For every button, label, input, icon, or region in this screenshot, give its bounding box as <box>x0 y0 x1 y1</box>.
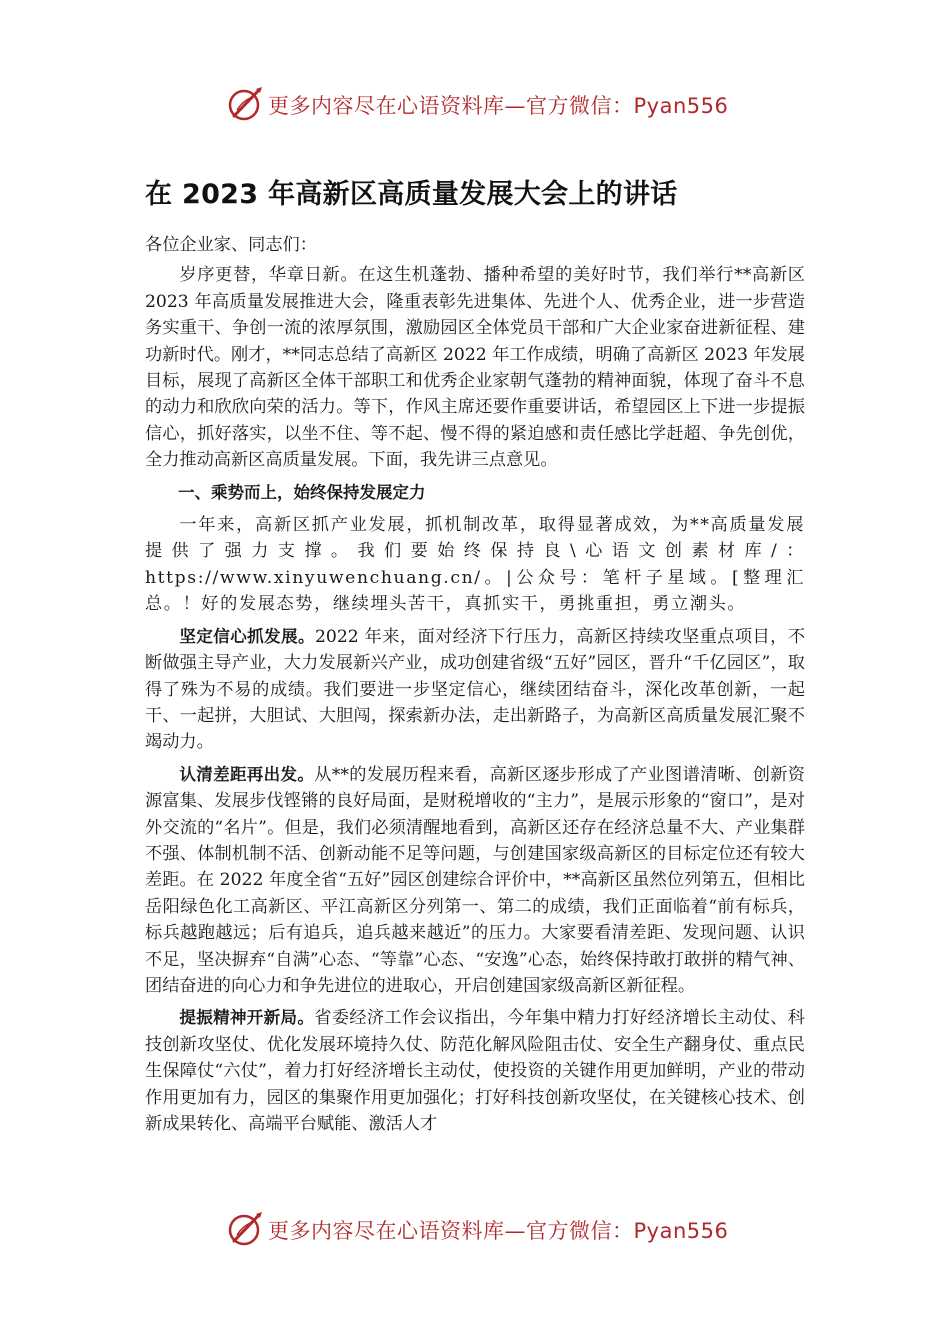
paragraph-confidence: 坚定信心抓发展。2022 年来，面对经济下行压力，高新区持续攻坚重点项目，不断做强主导产业，大力发展新兴产业，成功创建省级“五好”园区，晋升“千亿园区”，取得了殊为不易的成绩。我们要进一步坚定信心，继续团结奋斗，深化改革创新，一起干、一起拼，大胆试、大胆闯，探索新办法，走出新路子，为高新区高质量发展汇聚不竭动力。 <box>145 626 806 753</box>
paragraph-keyword: 提振精神开新局。 <box>179 1008 315 1028</box>
footer-banner <box>0 1205 950 1255</box>
salutation: 各位企业家、同志们： <box>145 235 317 255</box>
paragraph-spirit: 提振精神开新局。省委经济工作会议指出，今年集中精力打好经济增长主动仗、科技创新攻坚仗、优化发展环境持久仗、防范化解风险阻击仗、安全生产翻身仗、重点民生保障仗“六仗”，着力打好经济增长主动仗，使投资的关键作用更加鲜明，产业的带动作用更加有力，园区的集聚作用更加强化；打好科技创新攻坚仗，在关键核心技术、创新成果转化、高端平台赋能、激活人才 <box>145 1008 805 1134</box>
section-intro-paragraph: 一年来，高新区抓产业发展，抓机制改革，取得显著成效，为**高质量发展提供了强力支撑。我们要始终保持良\心语文创素材库/：https://www.xinyuwenchuang.cn/。|公众号：笔杆子星域。[整理汇总。！好的发展态势，继续埋头苦干，真抓实干，勇挑重担，勇立潮头。 <box>145 515 805 615</box>
wechat-id: Pyan556 <box>633 94 729 118</box>
paragraph-gap: 认清差距再出发。从**的发展历程来看，高新区逐步形成了产业图谱清晰、创新资源富集、发展步伐铿锵的良好局面，是财税增收的“主力”，是展示形象的“窗口”，是对外交流的“名片”。但是，我们必须清醒地看到，高新区还存在经济总量不大、产业集群不强、体制机制不活、创新动能不足等问题，与创建国家级高新区的目标定位还有较大差距。在 2022 年度全省“五好”园区创建综合评价中，**高新区虽然位列第五，但相比岳阳绿色化工高新区、平江高新区分列第一、第二的成绩，我们正面临着“前有标兵，标兵越跑越远；后有追兵，追兵越来越近”的压力。大家要看清差距、发现问题、认识不足，坚决摒弃“自满”心态、“等靠”心态、“安逸”心态，始终保持敢打敢拼的精气神、团结奋进的向心力和争先进位的进取心，开启创建国家级高新区新征程。 <box>145 764 805 996</box>
wechat-id: Pyan556 <box>633 1219 729 1243</box>
section-heading: 一、乘势而上，始终保持发展定力 <box>178 482 426 502</box>
paragraph-keyword: 坚定信心抓发展。 <box>179 626 315 646</box>
header-banner <box>0 80 950 130</box>
banner-text: 更多内容尽在心语资料库—官方微信：Pyan556 <box>268 94 729 118</box>
page-title: 在 2023 年高新区高质量发展大会上的讲话 <box>145 179 678 210</box>
pen-circle-logo-icon <box>226 84 266 124</box>
intro-paragraph: 岁序更替，华章日新。在这生机蓬勃、播种希望的美好时节，我们举行**高新区 2023 年高质量发展推进大会，隆重表彰先进集体、先进个人、优秀企业，进一步营造务实重干、争创一流的浓厚氛围，激励园区全体党员干部和广大企业家奋进新征程、建功新时代。刚才，**同志总结了高新区 2022 年工作成绩，明确了高新区 2023 年发展目标，展现了高新区全体干部职工和优秀企业家朝气蓬勃的精神面貌，体现了奋斗不息的动力和欣欣向荣的活力。等下，作风主席还要作重要讲话，希望园区上下进一步提振信心，抓好落实，以坐不住、等不起、慢不得的紧迫感和责任感比学赶超、争先创优，全力推动高新区高质量发展。下面，我先讲三点意见。 <box>145 265 805 471</box>
document-body <box>145 232 805 1137</box>
paragraph-keyword: 认清差距再出发。 <box>179 764 315 784</box>
banner-text: 更多内容尽在心语资料库—官方微信：Pyan556 <box>268 1219 729 1243</box>
pen-circle-logo-icon <box>226 1209 266 1249</box>
